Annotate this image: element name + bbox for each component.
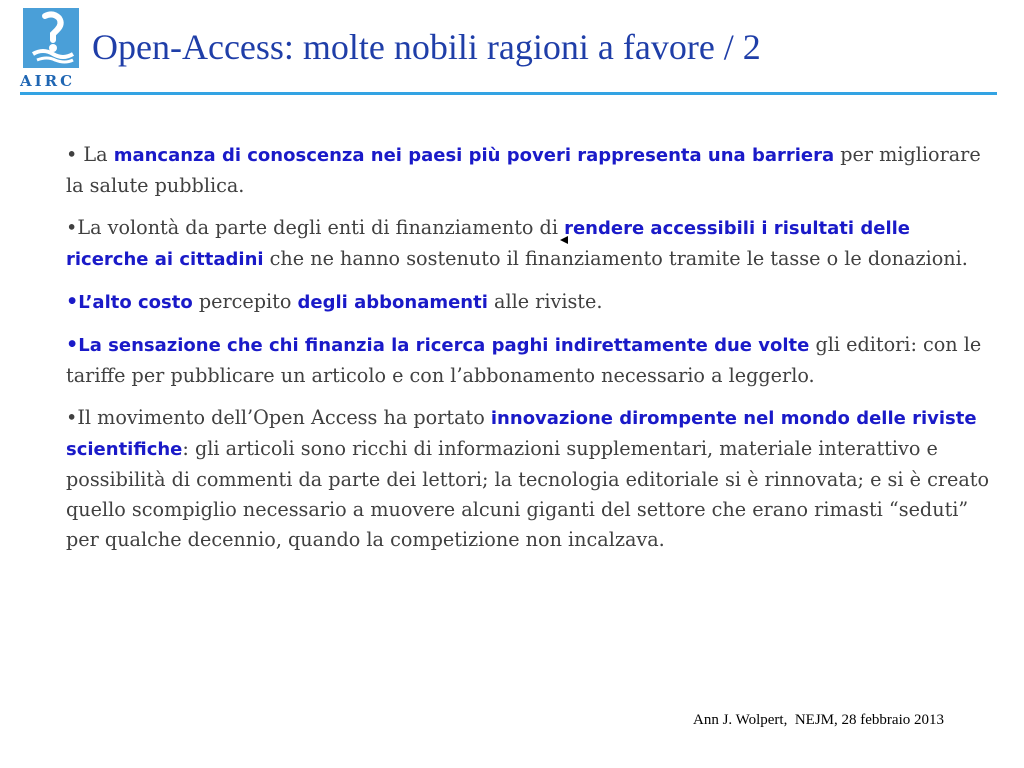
bullet-highlight: innovazione dirompente nel mondo delle riviste scientifiche — [66, 408, 977, 460]
bullet-text: che ne hanno sostenuto il finanziamento tramite le tasse o le donazioni. — [263, 247, 968, 270]
page-title: Open-Access: molte nobili ragioni a favore / 2 — [92, 27, 761, 67]
bullet-text: Il movimento dell’Open Access ha portato — [77, 406, 491, 429]
bullet-text: : gli articoli sono ricchi di informazioni supplementari, materiale interattivo e possibilità di commenti da parte dei lettori; la tecnologia editoriale si è rinnovata; e si è creato quello scompiglio necessario a muovere alcuni giganti del settore che erano rimasti “seduti” per qualche decennio, quando la competizione non incalzava. — [66, 437, 990, 551]
airc-logo-mark — [23, 8, 79, 68]
bullet-mark: • — [66, 333, 79, 356]
bullet-item — [66, 330, 992, 391]
bullet-text: alle riviste. — [487, 290, 603, 313]
bullet-mark: • — [66, 216, 78, 239]
bullet-text: La — [83, 143, 114, 166]
bullet-list — [66, 140, 992, 567]
mouse-cursor-icon — [560, 236, 568, 244]
bullet-item — [66, 287, 992, 318]
bullet-mark: • — [66, 406, 78, 429]
bullet-item — [66, 140, 992, 201]
bullet-mark: • — [66, 290, 79, 313]
bullet-text: percepito — [192, 290, 298, 313]
bullet-item — [66, 213, 992, 275]
airc-logo — [20, 8, 80, 88]
bullet-mark: • — [66, 143, 84, 166]
airc-logo-text: AIRC — [20, 72, 76, 90]
bullet-highlight: degli abbonamenti — [297, 292, 488, 313]
bullet-highlight: L’alto costo — [78, 292, 193, 313]
bullet-text: gli editori: con le tariffe per pubblicare un articolo e con l’abbonamento necessario a leggerlo. — [66, 333, 982, 387]
bullet-text: per migliorare la salute pubblica. — [66, 143, 981, 197]
bullet-highlight: rendere accessibili i risultati delle ricerche ai cittadini — [66, 218, 910, 270]
citation: Ann J. Wolpert, NEJM, 28 febbraio 2013 — [693, 712, 944, 728]
bullet-item — [66, 403, 992, 555]
title-divider — [20, 92, 997, 95]
bullet-text: La volontà da parte degli enti di finanziamento di — [77, 216, 565, 239]
bullet-highlight: mancanza di conoscenza nei paesi più poveri rappresenta una barriera — [113, 145, 835, 166]
bullet-highlight: La sensazione che chi finanzia la ricerca paghi indirettamente due volte — [78, 335, 810, 356]
airc-logo-icon — [23, 8, 79, 68]
